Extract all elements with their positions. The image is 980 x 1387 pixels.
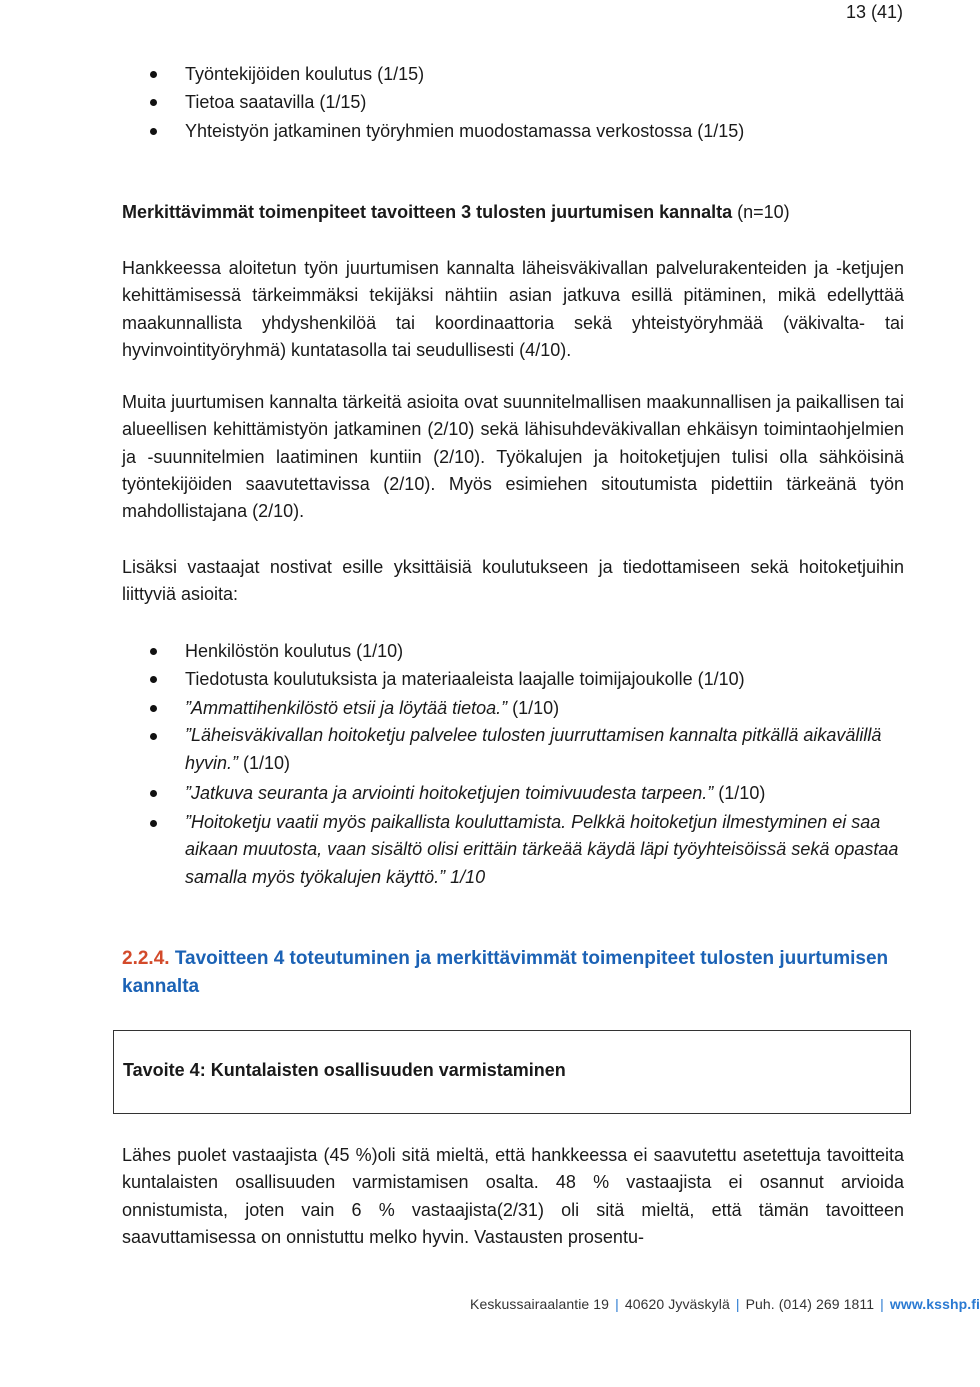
page-number: 13 (41) <box>845 2 903 22</box>
bullet-icon <box>150 99 157 106</box>
bullet-icon <box>150 71 157 78</box>
bullet-icon <box>150 733 157 740</box>
goal-box-title: Tavoite 4: Kuntalaisten osallisuuden varmistaminen <box>123 1060 566 1080</box>
list-item <box>150 637 910 665</box>
list-item <box>150 722 910 777</box>
bullet-list-2 <box>150 637 910 891</box>
list-item-text: Yhteistyön jatkaminen työryhmien muodostamassa verkostossa (1/15) <box>185 120 745 141</box>
bullet-icon <box>150 820 157 827</box>
goal-box <box>113 1030 911 1114</box>
list-item <box>150 88 910 116</box>
list-item <box>150 809 910 892</box>
footer-website-link[interactable]: www.ksshp.fi <box>889 1296 980 1312</box>
footer-postal: 40620 Jyväskylä <box>624 1296 730 1312</box>
footer-separator: | <box>615 1296 619 1312</box>
section-title: Tavoitteen 4 toteutuminen ja merkittävimmät toimenpiteet tulosten juurtumisen kannalta <box>122 948 889 997</box>
bullet-icon <box>150 705 157 712</box>
list-item-text: Tietoa saatavilla (1/15) <box>185 92 367 113</box>
bullet-list-1 <box>150 60 910 145</box>
measures-heading-count: (n=10) <box>732 202 790 222</box>
bullet-icon <box>150 128 157 135</box>
footer-phone: Puh. (014) 269 1811 <box>745 1296 875 1312</box>
list-item-text: (1/10) <box>713 783 766 804</box>
footer-separator: | <box>735 1296 740 1312</box>
bullet-icon <box>150 790 157 797</box>
list-item <box>150 779 910 807</box>
quote-text: ”Hoitoketju vaatii myös paikallista kouluttamista. Pelkkä hoitoketjun ilmestyminen ei saa aikaan muutosta, vaan sisältö olisi erittäin tärkeää käydä läpi työyhteisöissä sekä opastaa samalla myös työkalujen käyttö.” 1/10 <box>185 811 899 887</box>
bullet-icon <box>150 676 157 683</box>
list-item <box>150 60 910 88</box>
list-item-text: Työntekijöiden koulutus (1/15) <box>185 64 425 84</box>
section-heading <box>122 945 904 1001</box>
list-item <box>150 665 910 693</box>
quote-text: ”Jatkuva seuranta ja arviointi hoitoketjujen toimivuudesta tarpeen.” <box>185 783 714 804</box>
list-item <box>150 117 910 145</box>
list-item <box>150 694 910 722</box>
measures-heading-bold: Merkittävimmät toimenpiteet tavoitteen 3 tulosten juurtumisen kannalta <box>122 202 733 222</box>
footer <box>470 1296 980 1312</box>
bullet-icon <box>150 648 157 655</box>
measures-heading <box>122 199 904 226</box>
paragraph-2: Muita juurtumisen kannalta tärkeitä asioita ovat suunnitelmallisen maakunnallisen ja paikallisen tai alueellisen kehittämistyön jatkaminen (2/10) sekä lähisuhdeväkivallan ehkäisyn toimintaohjelmien ja -suunnitelmien laatiminen kuntiin (2/10). Työkalujen ja hoitoketjujen tulisi olla sähköisinä työntekijöiden saavutettavissa (2/10). Myös esimiehen sitoutumista pidettiin tärkeänä työn mahdollistajana (2/10). <box>122 392 904 522</box>
footer-separator: | <box>880 1296 884 1312</box>
list-item-text: Tiedotusta koulutuksista ja materiaaleista laajalle toimijajoukolle (1/10) <box>185 669 745 690</box>
paragraph-3: Lisäksi vastaajat nostivat esille yksittäisiä koulutukseen ja tiedottamiseen sekä hoitoketjuihin liittyviä asioita: <box>122 557 904 605</box>
list-item-text: (1/10) <box>507 697 560 718</box>
paragraph-4: Lähes puolet vastaajista (45 %)oli sitä mieltä, että hankkeessa ei saavutettu asetettuja tavoitteita kuntalaisten osallisuuden varmistamisen osalta. 48 % vastaajista ei osannut arvioida onnistumista, joten vain 6 % vastaajista(2/31) oli sitä mieltä, että tämän tavoitteen saavuttamisessa on onnistuttu melko hyvin. Vastausten prosentu- <box>122 1145 904 1247</box>
paragraph-1: Hankkeessa aloitetun työn juurtumisen kannalta läheisväkivallan palvelurakenteiden ja -ketjujen kehittämisessä tärkeimmäksi tekijäksi nähtiin asian jatkuva esillä pitäminen, mikä edellyttää maakunnallista yhdyshenkilöä tai koordinaattoria sekä yhteistyöryhmää (väkivalta- tai hyvinvointityöryhmä) kuntatasolla tai seudullisesti (4/10). <box>122 258 904 360</box>
section-number: 2.2.4. <box>122 948 170 969</box>
quote-text: ”Läheisväkivallan hoitoketju palvelee tulosten juurruttamisen kannalta pitkällä aikavälillä hyvin.” <box>185 725 882 773</box>
footer-address: Keskussairaalantie 19 <box>470 1296 610 1312</box>
list-item-text: Henkilöstön koulutus (1/10) <box>185 641 404 661</box>
list-item-text: (1/10) <box>238 752 291 773</box>
quote-text: ”Ammattihenkilöstö etsii ja löytää tietoa.” <box>185 697 508 718</box>
